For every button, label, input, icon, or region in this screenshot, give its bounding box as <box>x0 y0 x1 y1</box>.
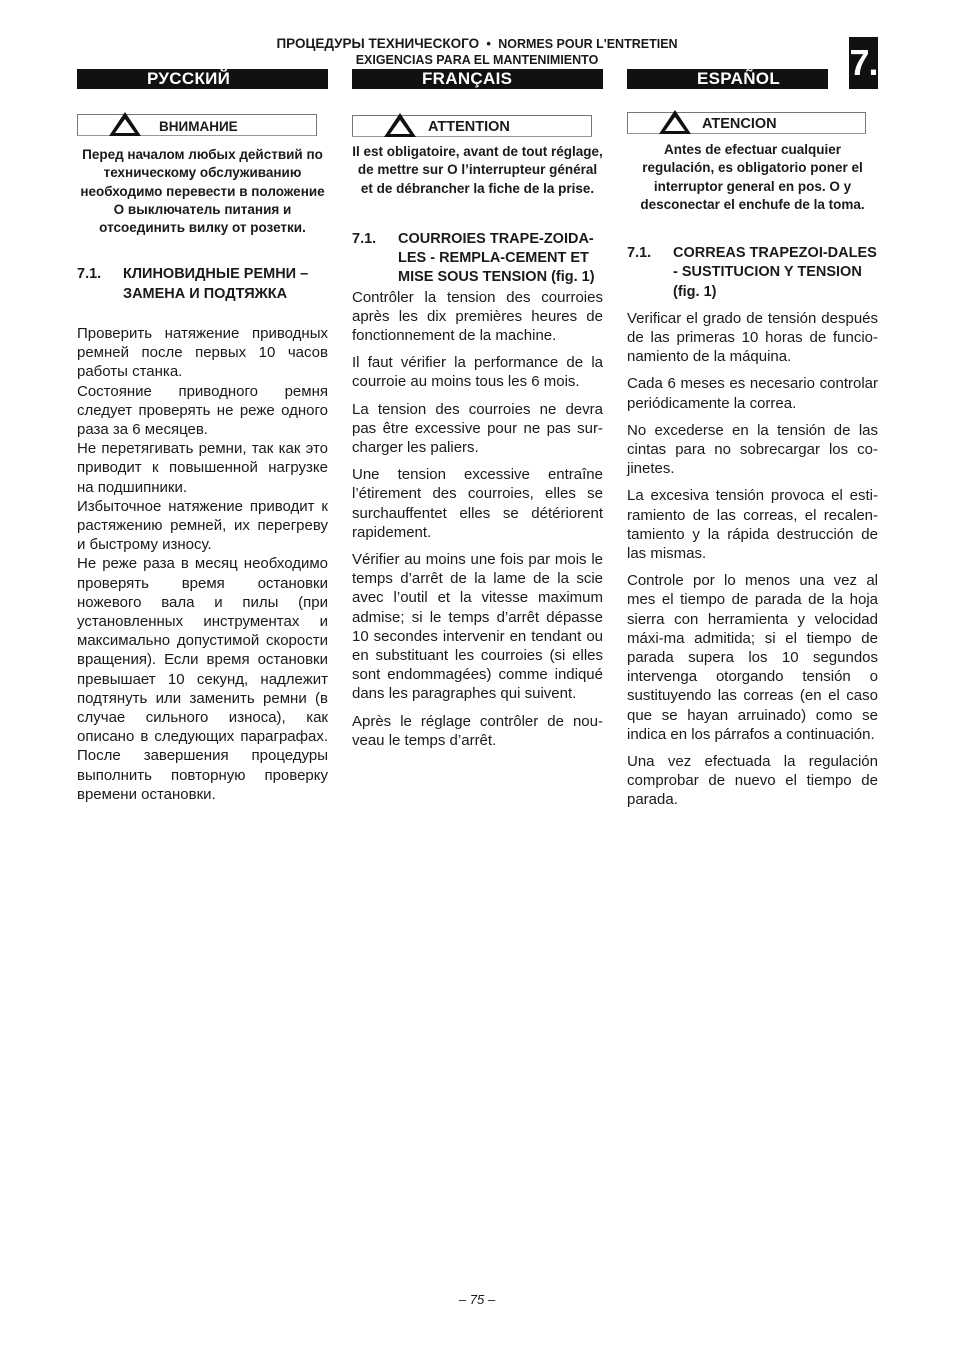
paragraph-es: Controle por lo menos una vez al mes el tiempo de parada de la hoja sierra con herramienta y velocidad máxi-ma admitida; si el tiempo de parada supera los 10 segundos intervenga otorgando tensión o sustituyendo las correas (en el caso que se hayan arruinado) como se indica en los párrafos a continuación. <box>627 572 878 743</box>
warning-box-es <box>627 112 866 134</box>
paragraph-fr: Une tension excessive entraîne l’étirement des courroies, elles se surchauffentet elles se détériorent rapidement. <box>352 466 603 541</box>
warning-label-es: ATENCION <box>702 116 777 132</box>
warning-box-fr <box>352 115 592 137</box>
warning-label-ru: ВНИМАНИЕ <box>159 119 238 134</box>
warning-text-ru: Перед началом любых действий по техническому обслуживанию необходимо перевести в положение O выключатель питания и отсоединить вилку от розетки. <box>80 147 325 236</box>
chapter-number: 7. <box>849 37 878 89</box>
section-heading-ru <box>77 265 328 303</box>
warning-box-ru <box>77 114 317 136</box>
section-title-fr: COURROIES TRAPE-ZOIDA-LES - REMPLA-CEMENT ET MISE SOUS TENSION (fig. 1) <box>398 230 595 286</box>
paragraph-fr: Il faut vérifier la performance de la courroie au moins tous les 6 mois. <box>352 354 603 391</box>
paragraph-es: Verificar el grado de tensión después de las primeras 10 horas de funcio-namiento de la máquina. <box>627 309 878 366</box>
paragraph-es: Cada 6 meses es necesario controlar periódicamente la correa. <box>627 375 878 412</box>
section-title-es: CORREAS TRAPEZOI-DALES - SUSTITUCION Y TENSION (fig. 1) <box>673 245 877 300</box>
paragraph-ru: Не перетягивать ремни, так как это приводит к повышенной нагрузке на подшипники. <box>77 440 328 496</box>
header-bullet: • <box>486 36 491 51</box>
paragraph-ru: Не реже раза в месяц необходимо проверять время остановки ножевого вала и пилы (при установленных инструментах и максимально допустимой скорости вращения). Если время остановки превышает 10 секунд, надлежит подтянуть или заменить ремни (в случае сильного износа), как описано в следующих параграфах. После завершения процедуры выполнить повторную проверку времени остановки. <box>77 555 328 803</box>
paragraph-es: Una vez efectuada la regulación comprobar de nuevo el tiempo de parada. <box>627 753 878 809</box>
column-ru <box>77 114 328 804</box>
warning-label-fr: ATTENTION <box>428 119 510 135</box>
paragraph-ru: Состояние приводного ремня следует проверять не реже одного раза за 6 месяцев. <box>77 382 328 438</box>
header-ru: ПРОЦЕДУРЫ ТЕХНИЧЕСКОГО <box>276 36 480 51</box>
body-fr <box>352 288 603 750</box>
section-number-ru: 7.1. <box>77 266 102 283</box>
header-fr: NORMES POUR L'ENTRETIEN <box>498 37 678 51</box>
lang-bar-es: ESPAÑOL <box>627 69 828 89</box>
section-number-fr: 7.1. <box>352 230 377 247</box>
paragraph-es: No excederse en la tensión de las cintas para no sobrecargar los co-jinetes. <box>627 421 878 478</box>
paragraph-ru: Избыточное натяжение приводит к растяжению ремней, их перегреву и быстрому износу. <box>77 497 328 554</box>
paragraph-fr: Contrôler la tension des courroies après les dix premières heures de fonctionnement de la machine. <box>352 288 603 344</box>
paragraph-ru: Проверить натяжение приводных ремней после первых 10 часов работы станка. <box>77 324 328 381</box>
column-fr <box>352 115 603 750</box>
section-heading-fr <box>352 230 603 288</box>
page-header-line1 <box>0 36 954 51</box>
warning-triangle-icon <box>658 109 692 135</box>
section-number-es: 7.1. <box>627 245 652 262</box>
warning-text-fr: Il est obligatoire, avant de tout réglage, de mettre sur O l’interrupteur général et de débrancher la fiche de la prise. <box>352 144 603 196</box>
body-es <box>627 309 878 810</box>
section-heading-es <box>627 244 878 302</box>
header-es: EXIGENCIAS PARA EL MANTENIMIENTO <box>355 53 599 67</box>
paragraph-fr: Vérifier au moins une fois par mois le temps d’arrêt de la lame de la scie avec l’outil et la vitesse maximum admise; si le temps d’arrêt dépasse 10 secondes intervenir en tendant ou en substituant les courroies (si elles sont endommagées) comme indiqué dans les paragraphes qui suivent. <box>352 550 603 703</box>
paragraph-es: La excesiva tensión provoca el esti-ramiento de las correas, el recalen-tamiento y la rápida destrucción de las mismas. <box>627 487 878 563</box>
warning-triangle-icon <box>108 111 142 137</box>
lang-bar-fr: FRANÇAIS <box>352 69 603 89</box>
section-title-ru: КЛИНОВИДНЫЕ РЕМНИ – ЗАМЕНА И ПОДТЯЖКА <box>123 266 309 302</box>
warning-text-es: Antes de efectuar cualquier regulación, es obligatorio poner el interruptor general en pos. O y desconectar el enchufe de la toma. <box>640 142 865 212</box>
lang-bar-ru: РУССКИЙ <box>77 69 328 89</box>
page-number: – 75 – <box>458 1292 496 1307</box>
paragraph-fr: Après le réglage contrôler de nou-veau le temps d’arrêt. <box>352 712 603 749</box>
body-ru <box>77 324 328 804</box>
column-es <box>627 112 878 810</box>
paragraph-fr: La tension des courroies ne devra pas être excessive pour ne pas sur-charger les paliers. <box>352 400 603 456</box>
warning-triangle-icon <box>383 112 417 138</box>
